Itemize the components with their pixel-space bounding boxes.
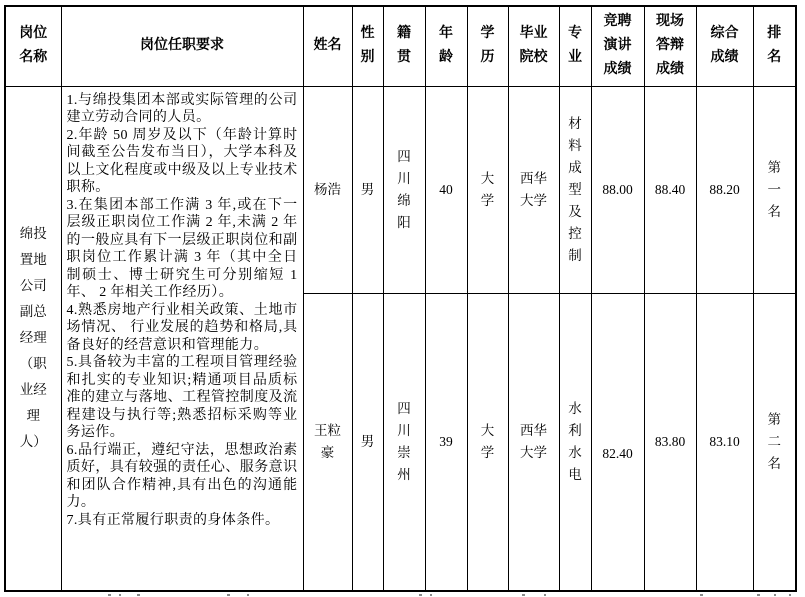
cell-name xyxy=(303,86,352,293)
candidate-rank: 第一名 xyxy=(767,159,781,219)
header-age xyxy=(425,6,467,86)
cell-defense-score: 83.80 xyxy=(644,293,696,591)
cell-age: 40 xyxy=(425,86,467,293)
cell-position-name xyxy=(5,86,61,591)
requirement-item-6: 6.品行端正，遵纪守法，思想政治素质好，具有较强的责任心、服务意识和团队合作精神,具有出色的沟通能力。 xyxy=(66,442,298,510)
header-major xyxy=(559,6,591,86)
cell-rank xyxy=(753,293,796,591)
candidate-rank: 第二名 xyxy=(767,411,781,471)
cell-hometown xyxy=(383,293,425,591)
requirement-item-7: 7.具有正常履行职责的身体条件。 xyxy=(66,512,280,528)
requirement-item-5: 5.具备较为丰富的工程项目管理经验和扎实的专业知识;精通项目品质标准的建立与落地、工程管控制度及流程建设与执行等;熟悉招标采购等业务运作。 xyxy=(66,355,298,440)
header-overall-score xyxy=(696,6,753,86)
candidate-row-1 xyxy=(5,86,796,293)
cell-overall-score: 88.20 xyxy=(696,86,753,293)
cell-major xyxy=(559,293,591,591)
requirement-item-1: 1.与绵投集团本部或实际管理的公司建立劳动合同的人员。 xyxy=(66,92,298,125)
cell-education xyxy=(467,86,508,293)
header-school-label: 毕业院校 xyxy=(519,26,548,66)
candidate-major: 水利水电 xyxy=(568,400,582,482)
cell-gender: 男 xyxy=(352,293,383,591)
table-header-row xyxy=(5,6,796,86)
requirement-item-3: 3.在集团本部工作满 3 年,或在下一层级正职岗位工作满 2 年,未满 2 年的一般应具有下一层级正职岗位和副职岗位工作累计满 3 年（其中全日制硕士、博士研究生可分别缩短 1 年、 2 年相关工作经历）。 xyxy=(66,197,298,300)
requirement-item-4: 4.熟悉房地产行业相关政策、土地市场情况、 行业发展的趋势和格局,具备良好的经营意识和管理能力。 xyxy=(66,302,298,353)
header-hometown xyxy=(383,6,425,86)
header-education-label: 学历 xyxy=(480,26,495,66)
cell-rank xyxy=(753,86,796,293)
header-position-name xyxy=(5,6,61,86)
candidate-hometown: 四川崇州 xyxy=(397,400,411,482)
cell-major xyxy=(559,86,591,293)
header-name: 姓名 xyxy=(303,6,352,86)
cell-speech-score: 82.40 xyxy=(591,293,644,591)
cell-gender: 男 xyxy=(352,86,383,293)
header-school xyxy=(508,6,559,86)
header-requirements: 岗位任职要求 xyxy=(61,6,303,86)
header-age-label: 年龄 xyxy=(439,26,453,66)
candidate-education: 大学 xyxy=(480,422,495,460)
cell-name xyxy=(303,293,352,591)
cell-age: 39 xyxy=(425,293,467,591)
recruitment-results-table xyxy=(4,5,797,592)
cell-hometown xyxy=(383,86,425,293)
header-speech-score xyxy=(591,6,644,86)
candidate-major: 材料成型及控制 xyxy=(568,115,582,263)
cell-requirements xyxy=(61,86,303,591)
cell-school xyxy=(508,293,559,591)
header-defense-score-label: 现场答辩成绩 xyxy=(656,14,684,78)
header-speech-score-label: 竞聘演讲成绩 xyxy=(603,14,632,78)
header-gender xyxy=(352,6,383,86)
header-position-name-label: 岗位名称 xyxy=(19,26,48,66)
cell-defense-score: 88.40 xyxy=(644,86,696,293)
cell-education xyxy=(467,293,508,591)
position-name-text: 绵投置地公司副总经理（职业经理人） xyxy=(19,226,47,450)
header-defense-score xyxy=(644,6,696,86)
header-rank-label: 排名 xyxy=(767,26,782,66)
cell-school xyxy=(508,86,559,293)
header-overall-score-label: 综合成绩 xyxy=(710,26,739,66)
header-rank xyxy=(753,6,796,86)
requirement-item-2: 2.年龄 50 周岁及以下（年龄计算时间截至公告发布当日），大学本科及以上文化程度或中级及以上专业技术职称。 xyxy=(66,127,298,195)
header-major-label: 专业 xyxy=(568,26,582,66)
candidate-name: 杨浩 xyxy=(314,181,341,197)
candidate-education: 大学 xyxy=(480,170,495,208)
header-education xyxy=(467,6,508,86)
cell-overall-score: 83.10 xyxy=(696,293,753,591)
cell-speech-score: 88.00 xyxy=(591,86,644,293)
candidate-school: 西华大学 xyxy=(520,422,547,460)
candidate-name: 王粒豪 xyxy=(314,422,341,460)
header-gender-label: 性别 xyxy=(360,26,375,66)
candidate-hometown: 四川绵阳 xyxy=(397,148,411,230)
candidate-school: 西华大学 xyxy=(520,170,547,208)
header-hometown-label: 籍贯 xyxy=(397,26,411,66)
